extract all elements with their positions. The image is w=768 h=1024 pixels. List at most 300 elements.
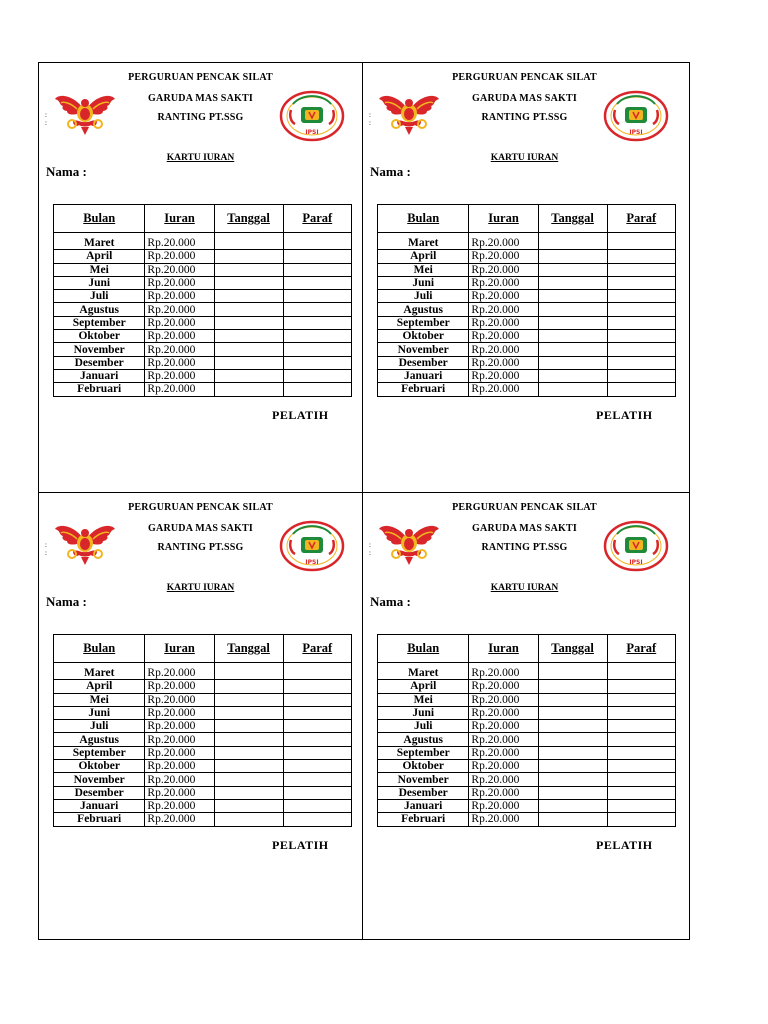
paraf-cell[interactable] (283, 733, 351, 746)
amount-cell: Rp.20.000 (469, 733, 538, 746)
table-row (378, 356, 676, 369)
table-row (378, 263, 676, 276)
paraf-cell[interactable] (283, 250, 351, 263)
iuran-card (39, 63, 362, 492)
table-row (378, 799, 676, 812)
col-header-tanggal: Tanggal (214, 205, 283, 233)
tanggal-cell[interactable] (214, 680, 283, 693)
month-cell: September (378, 746, 469, 759)
tanggal-cell[interactable] (538, 813, 607, 826)
tanggal-cell[interactable] (214, 303, 283, 316)
table-row (54, 693, 352, 706)
tanggal-cell[interactable] (214, 693, 283, 706)
month-cell: Oktober (378, 760, 469, 773)
amount-cell: Rp.20.000 (145, 263, 214, 276)
month-cell: Agustus (54, 303, 145, 316)
table-row (54, 733, 352, 746)
table-row (54, 720, 352, 733)
card-title: KARTU IURAN (490, 583, 559, 593)
month-cell: Februari (54, 383, 145, 396)
tanggal-cell[interactable] (214, 276, 283, 289)
paraf-cell[interactable] (607, 813, 675, 826)
paraf-cell[interactable] (283, 369, 351, 382)
table-row (54, 330, 352, 343)
tanggal-cell[interactable] (214, 720, 283, 733)
tanggal-cell[interactable] (214, 369, 283, 382)
col-header-paraf: Paraf (283, 635, 351, 663)
tanggal-cell[interactable] (538, 330, 607, 343)
paraf-cell[interactable] (607, 680, 675, 693)
month-cell: September (54, 746, 145, 759)
paraf-cell[interactable] (283, 667, 351, 680)
col-header-paraf: Paraf (607, 205, 675, 233)
margin-marks: : : (45, 541, 47, 557)
table-row (378, 316, 676, 329)
garuda-emblem-icon (377, 89, 441, 139)
tanggal-cell[interactable] (214, 383, 283, 396)
table-row (54, 290, 352, 303)
amount-cell: Rp.20.000 (145, 813, 214, 826)
month-cell: Maret (54, 667, 145, 680)
table-row (54, 746, 352, 759)
month-cell: Februari (378, 813, 469, 826)
col-header-bulan: Bulan (378, 635, 469, 663)
month-cell: Januari (54, 369, 145, 382)
paraf-cell[interactable] (283, 706, 351, 719)
paraf-cell[interactable] (607, 667, 675, 680)
month-cell: November (54, 773, 145, 786)
amount-cell: Rp.20.000 (469, 369, 538, 382)
amount-cell: Rp.20.000 (469, 290, 538, 303)
tanggal-cell[interactable] (214, 733, 283, 746)
col-header-iuran: Iuran (469, 635, 538, 663)
header-line-1: PERGURUAN PENCAK SILAT (128, 72, 273, 83)
tanggal-cell[interactable] (214, 667, 283, 680)
pelatih-signature-label: PELATIH (596, 408, 653, 422)
amount-cell: Rp.20.000 (469, 760, 538, 773)
paraf-cell[interactable] (283, 680, 351, 693)
tanggal-cell[interactable] (538, 263, 607, 276)
tanggal-cell[interactable] (538, 303, 607, 316)
amount-cell: Rp.20.000 (145, 330, 214, 343)
amount-cell: Rp.20.000 (145, 720, 214, 733)
paraf-cell[interactable] (283, 383, 351, 396)
amount-cell: Rp.20.000 (469, 250, 538, 263)
col-header-tanggal: Tanggal (538, 635, 607, 663)
amount-cell: Rp.20.000 (469, 303, 538, 316)
tanggal-cell[interactable] (538, 720, 607, 733)
paraf-cell[interactable] (607, 383, 675, 396)
ipsi-badge-text: IPSI (629, 559, 643, 566)
amount-cell: Rp.20.000 (469, 706, 538, 719)
table-row (54, 343, 352, 356)
month-cell: Februari (54, 813, 145, 826)
month-cell: Mei (54, 693, 145, 706)
card-title: KARTU IURAN (490, 153, 559, 163)
tanggal-cell[interactable] (214, 356, 283, 369)
garuda-emblem-icon (377, 519, 441, 569)
table-row (378, 383, 676, 396)
paraf-cell[interactable] (607, 369, 675, 382)
header-line-3: RANTING PT.SSG (481, 542, 568, 553)
month-cell: September (378, 316, 469, 329)
table-row (378, 733, 676, 746)
paraf-cell[interactable] (607, 290, 675, 303)
tanggal-cell[interactable] (214, 760, 283, 773)
tanggal-cell[interactable] (214, 773, 283, 786)
header-line-1: PERGURUAN PENCAK SILAT (128, 502, 273, 513)
amount-cell: Rp.20.000 (145, 276, 214, 289)
month-cell: Maret (378, 667, 469, 680)
tanggal-cell[interactable] (538, 693, 607, 706)
month-cell: Juni (54, 706, 145, 719)
table-row (378, 250, 676, 263)
tanggal-cell[interactable] (214, 799, 283, 812)
paraf-cell[interactable] (283, 316, 351, 329)
tanggal-cell[interactable] (538, 680, 607, 693)
paraf-cell[interactable] (607, 706, 675, 719)
amount-cell: Rp.20.000 (469, 813, 538, 826)
month-cell: Juli (54, 720, 145, 733)
table-row (378, 746, 676, 759)
ipsi-badge-text: IPSI (305, 559, 319, 566)
table-row (378, 680, 676, 693)
card-title: KARTU IURAN (166, 583, 235, 593)
pelatih-signature-label: PELATIH (596, 838, 653, 852)
card-sheet (38, 62, 690, 940)
paraf-cell[interactable] (283, 786, 351, 799)
amount-cell: Rp.20.000 (469, 316, 538, 329)
paraf-cell[interactable] (283, 760, 351, 773)
table-row (54, 799, 352, 812)
paraf-cell[interactable] (283, 290, 351, 303)
table-row (54, 706, 352, 719)
tanggal-cell[interactable] (538, 746, 607, 759)
table-row (54, 773, 352, 786)
paraf-cell[interactable] (607, 250, 675, 263)
table-row (378, 720, 676, 733)
month-cell: Juli (54, 290, 145, 303)
paraf-cell[interactable] (283, 276, 351, 289)
month-cell: November (378, 343, 469, 356)
tanggal-cell[interactable] (538, 706, 607, 719)
tanggal-cell[interactable] (214, 263, 283, 276)
nama-label: Nama : (370, 594, 411, 609)
table-row (378, 330, 676, 343)
iuran-table (53, 634, 352, 827)
table-row (378, 760, 676, 773)
month-cell: Oktober (54, 330, 145, 343)
col-header-paraf: Paraf (607, 635, 675, 663)
table-row (378, 303, 676, 316)
paraf-cell[interactable] (607, 330, 675, 343)
iuran-table (377, 634, 676, 827)
pelatih-signature-label: PELATIH (272, 838, 329, 852)
month-cell: Mei (378, 693, 469, 706)
ipsi-badge-text: IPSI (629, 129, 643, 136)
tanggal-cell[interactable] (214, 330, 283, 343)
month-cell: Mei (378, 263, 469, 276)
table-row (54, 813, 352, 826)
amount-cell: Rp.20.000 (469, 383, 538, 396)
paraf-cell[interactable] (283, 237, 351, 250)
amount-cell: Rp.20.000 (145, 733, 214, 746)
month-cell: Desember (378, 356, 469, 369)
month-cell: September (54, 316, 145, 329)
paraf-cell[interactable] (607, 237, 675, 250)
ipsi-emblem-icon (603, 520, 669, 572)
margin-marks: : : (369, 541, 371, 557)
table-row (54, 369, 352, 382)
paraf-cell[interactable] (283, 693, 351, 706)
amount-cell: Rp.20.000 (469, 343, 538, 356)
ipsi-emblem-icon (279, 90, 345, 142)
tanggal-cell[interactable] (538, 276, 607, 289)
tanggal-cell[interactable] (538, 760, 607, 773)
paraf-cell[interactable] (607, 263, 675, 276)
month-cell: Maret (54, 237, 145, 250)
amount-cell: Rp.20.000 (145, 356, 214, 369)
header-line-2: GARUDA MAS SAKTI (472, 93, 577, 104)
paraf-cell[interactable] (607, 316, 675, 329)
month-cell: April (378, 250, 469, 263)
paraf-cell[interactable] (283, 773, 351, 786)
tanggal-cell[interactable] (538, 667, 607, 680)
paraf-cell[interactable] (607, 733, 675, 746)
amount-cell: Rp.20.000 (145, 693, 214, 706)
table-row (378, 276, 676, 289)
paraf-cell[interactable] (607, 760, 675, 773)
amount-cell: Rp.20.000 (145, 667, 214, 680)
col-header-iuran: Iuran (145, 205, 214, 233)
tanggal-cell[interactable] (538, 799, 607, 812)
amount-cell: Rp.20.000 (469, 667, 538, 680)
amount-cell: Rp.20.000 (145, 746, 214, 759)
tanggal-cell[interactable] (214, 813, 283, 826)
amount-cell: Rp.20.000 (145, 343, 214, 356)
month-cell: Agustus (378, 733, 469, 746)
paraf-cell[interactable] (283, 303, 351, 316)
col-header-bulan: Bulan (54, 635, 145, 663)
ipsi-emblem-icon (279, 520, 345, 572)
iuran-table (53, 204, 352, 397)
amount-cell: Rp.20.000 (469, 237, 538, 250)
tanggal-cell[interactable] (538, 237, 607, 250)
nama-label: Nama : (370, 164, 411, 179)
amount-cell: Rp.20.000 (145, 316, 214, 329)
month-cell: Agustus (378, 303, 469, 316)
month-cell: Februari (378, 383, 469, 396)
paraf-cell[interactable] (607, 786, 675, 799)
table-row (54, 760, 352, 773)
tanggal-cell[interactable] (538, 250, 607, 263)
month-cell: November (378, 773, 469, 786)
amount-cell: Rp.20.000 (145, 369, 214, 382)
paraf-cell[interactable] (283, 813, 351, 826)
tanggal-cell[interactable] (214, 746, 283, 759)
amount-cell: Rp.20.000 (145, 290, 214, 303)
amount-cell: Rp.20.000 (469, 680, 538, 693)
month-cell: Januari (378, 369, 469, 382)
amount-cell: Rp.20.000 (145, 799, 214, 812)
table-row (54, 303, 352, 316)
pelatih-signature-label: PELATIH (272, 408, 329, 422)
tanggal-cell[interactable] (538, 356, 607, 369)
table-row (378, 237, 676, 250)
paraf-cell[interactable] (607, 356, 675, 369)
tanggal-cell[interactable] (538, 383, 607, 396)
amount-cell: Rp.20.000 (469, 263, 538, 276)
amount-cell: Rp.20.000 (469, 720, 538, 733)
header-line-2: GARUDA MAS SAKTI (148, 93, 253, 104)
header-line-3: RANTING PT.SSG (157, 112, 244, 123)
paraf-cell[interactable] (283, 720, 351, 733)
iuran-card (363, 493, 686, 922)
tanggal-cell[interactable] (214, 290, 283, 303)
col-header-bulan: Bulan (378, 205, 469, 233)
table-row (378, 667, 676, 680)
amount-cell: Rp.20.000 (469, 773, 538, 786)
month-cell: Juli (378, 290, 469, 303)
amount-cell: Rp.20.000 (145, 237, 214, 250)
month-cell: Maret (378, 237, 469, 250)
col-header-bulan: Bulan (54, 205, 145, 233)
garuda-emblem-icon (53, 89, 117, 139)
table-row (378, 786, 676, 799)
tanggal-cell[interactable] (538, 369, 607, 382)
table-row (378, 813, 676, 826)
paraf-cell[interactable] (607, 693, 675, 706)
amount-cell: Rp.20.000 (469, 746, 538, 759)
month-cell: November (54, 343, 145, 356)
month-cell: Oktober (378, 330, 469, 343)
tanggal-cell[interactable] (538, 290, 607, 303)
paraf-cell[interactable] (607, 746, 675, 759)
col-header-iuran: Iuran (145, 635, 214, 663)
table-row (54, 667, 352, 680)
table-row (54, 356, 352, 369)
month-cell: Desember (378, 786, 469, 799)
month-cell: Juli (378, 720, 469, 733)
iuran-table (377, 204, 676, 397)
amount-cell: Rp.20.000 (469, 276, 538, 289)
header-line-3: RANTING PT.SSG (157, 542, 244, 553)
margin-marks: : : (45, 111, 47, 127)
garuda-emblem-icon (53, 519, 117, 569)
table-row (54, 316, 352, 329)
table-row (378, 706, 676, 719)
paraf-cell[interactable] (607, 720, 675, 733)
tanggal-cell[interactable] (214, 706, 283, 719)
col-header-iuran: Iuran (469, 205, 538, 233)
month-cell: Januari (378, 799, 469, 812)
tanggal-cell[interactable] (538, 343, 607, 356)
table-row (54, 383, 352, 396)
month-cell: Juni (378, 276, 469, 289)
col-header-paraf: Paraf (283, 205, 351, 233)
table-row (378, 773, 676, 786)
month-cell: Desember (54, 356, 145, 369)
paraf-cell[interactable] (607, 799, 675, 812)
card-title: KARTU IURAN (166, 153, 235, 163)
tanggal-cell[interactable] (538, 733, 607, 746)
amount-cell: Rp.20.000 (145, 383, 214, 396)
paraf-cell[interactable] (283, 746, 351, 759)
amount-cell: Rp.20.000 (469, 799, 538, 812)
month-cell: Juni (54, 276, 145, 289)
paraf-cell[interactable] (283, 263, 351, 276)
tanggal-cell[interactable] (214, 237, 283, 250)
paraf-cell[interactable] (607, 773, 675, 786)
iuran-card (363, 63, 686, 492)
margin-marks: : : (369, 111, 371, 127)
ipsi-badge-text: IPSI (305, 129, 319, 136)
header-line-3: RANTING PT.SSG (481, 112, 568, 123)
amount-cell: Rp.20.000 (145, 303, 214, 316)
table-row (54, 250, 352, 263)
amount-cell: Rp.20.000 (145, 773, 214, 786)
month-cell: Oktober (54, 760, 145, 773)
table-row (378, 290, 676, 303)
tanggal-cell[interactable] (214, 343, 283, 356)
nama-label: Nama : (46, 164, 87, 179)
tanggal-cell[interactable] (214, 316, 283, 329)
table-row (54, 237, 352, 250)
table-row (378, 369, 676, 382)
paraf-cell[interactable] (283, 799, 351, 812)
tanggal-cell[interactable] (538, 316, 607, 329)
paraf-cell[interactable] (283, 330, 351, 343)
month-cell: Januari (54, 799, 145, 812)
col-header-tanggal: Tanggal (214, 635, 283, 663)
table-row (54, 786, 352, 799)
table-row (54, 263, 352, 276)
amount-cell: Rp.20.000 (469, 356, 538, 369)
tanggal-cell[interactable] (214, 786, 283, 799)
amount-cell: Rp.20.000 (469, 330, 538, 343)
month-cell: April (378, 680, 469, 693)
paraf-cell[interactable] (283, 343, 351, 356)
table-row (54, 276, 352, 289)
amount-cell: Rp.20.000 (145, 250, 214, 263)
month-cell: Desember (54, 786, 145, 799)
tanggal-cell[interactable] (538, 773, 607, 786)
tanggal-cell[interactable] (214, 250, 283, 263)
month-cell: April (54, 680, 145, 693)
header-line-1: PERGURUAN PENCAK SILAT (452, 502, 597, 513)
header-line-1: PERGURUAN PENCAK SILAT (452, 72, 597, 83)
ipsi-emblem-icon (603, 90, 669, 142)
month-cell: April (54, 250, 145, 263)
month-cell: Juni (378, 706, 469, 719)
amount-cell: Rp.20.000 (469, 693, 538, 706)
amount-cell: Rp.20.000 (145, 760, 214, 773)
table-row (378, 343, 676, 356)
amount-cell: Rp.20.000 (145, 706, 214, 719)
table-row (54, 680, 352, 693)
paraf-cell[interactable] (607, 343, 675, 356)
iuran-card (39, 493, 362, 922)
header-line-2: GARUDA MAS SAKTI (148, 523, 253, 534)
amount-cell: Rp.20.000 (145, 786, 214, 799)
paraf-cell[interactable] (607, 276, 675, 289)
tanggal-cell[interactable] (538, 786, 607, 799)
paraf-cell[interactable] (607, 303, 675, 316)
nama-label: Nama : (46, 594, 87, 609)
col-header-tanggal: Tanggal (538, 205, 607, 233)
table-row (378, 693, 676, 706)
paraf-cell[interactable] (283, 356, 351, 369)
